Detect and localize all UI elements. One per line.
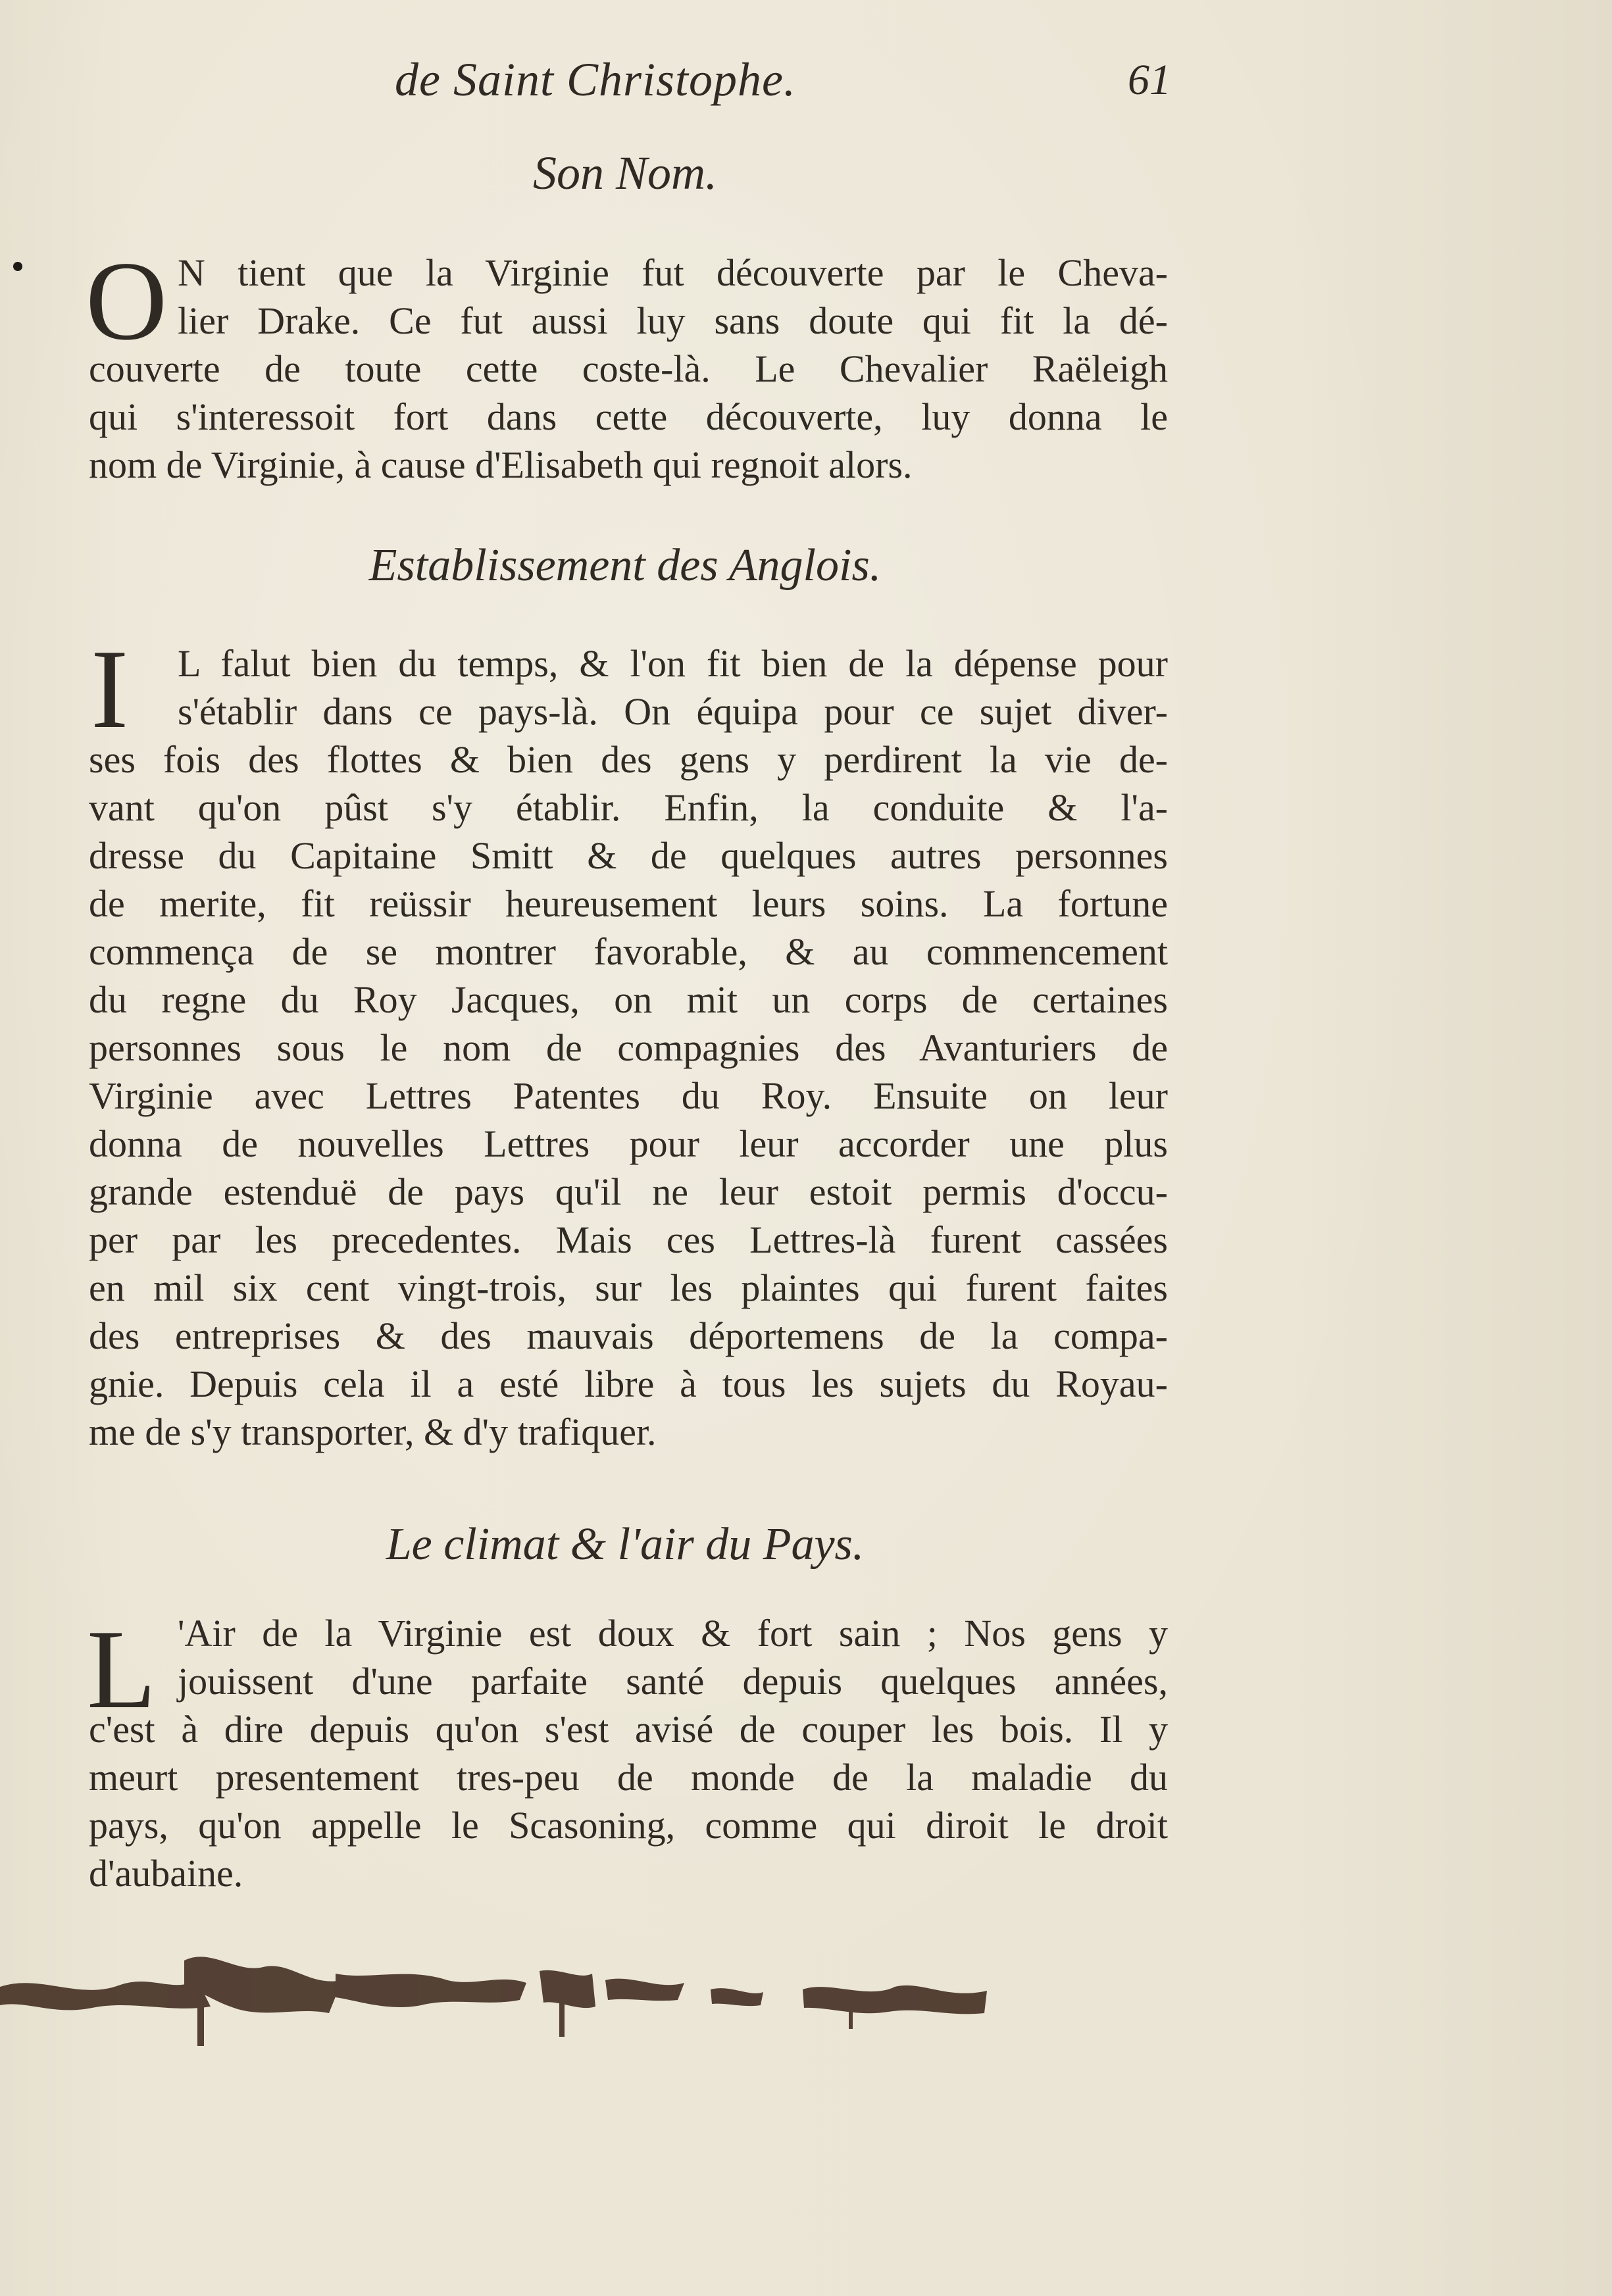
text-line: qui s'interessoit fort dans cette découverte, luy donna le [89, 395, 1168, 438]
text-line: ses fois des flottes & bien des gens y perdirent la vie de- [89, 738, 1168, 781]
drop-cap-o: O [86, 239, 168, 364]
ink-stain [0, 1934, 1000, 2053]
text-line: pays, qu'on appelle le Scasoning, comme qui diroit le droit [89, 1804, 1168, 1847]
ink-speck [13, 262, 22, 271]
text-line: me de s'y transporter, & d'y trafiquer. [89, 1410, 657, 1453]
text-line: N tient que la Virginie fut découverte par le Cheva- [178, 251, 1168, 294]
text-line: du regne du Roy Jacques, on mit un corps de certaines [89, 978, 1168, 1021]
paragraph-son-nom [89, 249, 1168, 489]
text-line: vant qu'on pûst s'y établir. Enfin, la conduite & l'a- [89, 786, 1168, 829]
text-line: s'établir dans ce pays-là. On équipa pour ce sujet diver- [178, 690, 1168, 733]
drop-cap-i: I [91, 627, 129, 752]
text-line: d'aubaine. [89, 1852, 243, 1895]
section-heading-climat: Le climat & l'air du Pays. [386, 1519, 865, 1570]
running-title: de Saint Christophe. [395, 53, 796, 106]
text-line: per par les precedentes. Mais ces Lettres-là furent cassées [89, 1218, 1168, 1261]
text-line: meurt presentement tres-peu de monde de la maladie du [89, 1756, 1168, 1799]
paragraph-climat [89, 1609, 1168, 1897]
paragraph-establissement [89, 639, 1168, 1456]
text-line: commença de se montrer favorable, & au commencement [89, 930, 1168, 973]
page-number: 61 [1128, 56, 1171, 104]
text-line: dresse du Capitaine Smitt & de quelques autres personnes [89, 834, 1168, 877]
text-line: grande estenduë de pays qu'il ne leur estoit permis d'occu- [89, 1170, 1168, 1213]
text-line: en mil six cent vingt-trois, sur les plaintes qui furent faites [89, 1266, 1168, 1309]
text-line: c'est à dire depuis qu'on s'est avisé de couper les bois. Il y [89, 1708, 1168, 1751]
drop-cap-l: L [87, 1607, 157, 1732]
text-line: jouissent d'une parfaite santé depuis quelques années, [178, 1660, 1168, 1703]
text-line: gnie. Depuis cela il a esté libre à tous les sujets du Royau- [89, 1362, 1168, 1405]
text-line: lier Drake. Ce fut aussi luy sans doute qui fit la dé- [178, 299, 1168, 342]
text-line: de merite, fit reüssir heureusement leurs soins. La fortune [89, 882, 1168, 925]
text-line: couverte de toute cette coste-là. Le Chevalier Raëleigh [89, 347, 1168, 390]
section-heading-establissement: Establissement des Anglois. [368, 540, 882, 591]
text-line: 'Air de la Virginie est doux & fort sain ; Nos gens y [178, 1612, 1168, 1655]
text-line: L falut bien du temps, & l'on fit bien de la dépense pour [178, 642, 1168, 685]
section-heading-son-nom: Son Nom. [532, 147, 718, 199]
text-line: des entreprises & des mauvais déportemens de la compa- [89, 1314, 1168, 1357]
text-line: personnes sous le nom de compagnies des Avanturiers de [89, 1026, 1168, 1069]
page-header [395, 39, 1184, 112]
text-line: donna de nouvelles Lettres pour leur accorder une plus [89, 1122, 1168, 1165]
text-line: Virginie avec Lettres Patentes du Roy. Ensuite on leur [89, 1074, 1168, 1117]
text-line: nom de Virginie, à cause d'Elisabeth qui regnoit alors. [89, 443, 913, 486]
